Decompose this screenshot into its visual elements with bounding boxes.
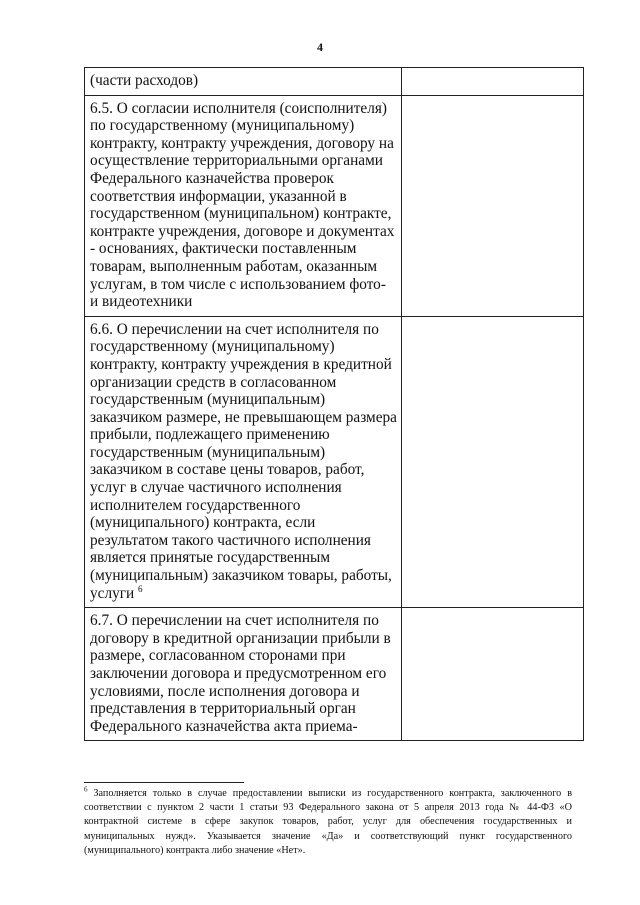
clause-line: по государственному (муниципальному) bbox=[90, 117, 355, 135]
clause-line-last bbox=[90, 585, 397, 603]
clause-line: 6.6. О перечислении на счет исполнителя по bbox=[90, 320, 379, 338]
footnote-divider bbox=[84, 782, 244, 783]
clause-line: 6.7. О перечислении на счет исполнителя по bbox=[90, 612, 379, 630]
clause-line: (части расходов) bbox=[90, 72, 199, 89]
clause-cell-expenses bbox=[85, 68, 402, 96]
clause-line: результатом такого частичного исполнения bbox=[90, 531, 371, 549]
clause-line: Федерального казначейства проверок bbox=[90, 169, 334, 187]
clause-line: государственным (муниципальным) bbox=[90, 391, 326, 409]
clause-line: государственным (муниципальным) bbox=[90, 443, 326, 461]
clause-cell-6-6 bbox=[85, 316, 402, 608]
clause-line: договору в кредитной организации прибыли в bbox=[90, 629, 391, 647]
clause-line: представления в территориальный орган bbox=[90, 700, 356, 718]
clause-line: заказчиком в составе цены товаров, работ, bbox=[90, 461, 365, 479]
footnote-mark: 6 bbox=[84, 785, 88, 794]
answer-cell[interactable] bbox=[402, 95, 584, 316]
table-row bbox=[85, 95, 584, 316]
clause-line: - основаниях, фактически поставленным bbox=[90, 240, 357, 258]
clause-line: прибыли, подлежащего применению bbox=[90, 426, 330, 444]
clause-line: государственном (муниципальном) контракте, bbox=[90, 205, 392, 223]
clause-line: заключении договора и предусмотренном его bbox=[90, 665, 387, 682]
footnote bbox=[84, 787, 572, 858]
footnote-text: Заполняется только в случае предоставлении выписки из государственного контракта, заключенного в соответствии с пунктом 2 части 1 статьи 93 Федерального закона от 5 апреля 2013 года № 44-ФЗ «О контрактной системе в сфере закупок товаров, работ, услуг для обеспечения государственных и муниципальных нужд». Указывается значение «Да» и соответствующий пункт государственного (муниципального) контракта либо значение «Нет». bbox=[84, 788, 573, 856]
clause-line: услуги bbox=[90, 584, 135, 602]
clause-line: размере, согласованном сторонами при bbox=[90, 647, 346, 665]
clause-line: соответствия информации, указанной в bbox=[90, 187, 347, 205]
footnote-reference[interactable]: 6 bbox=[138, 583, 143, 594]
clause-cell-6-5 bbox=[85, 95, 402, 316]
clause-line: услугам, в том числе с использованием фото- bbox=[90, 275, 386, 293]
clause-line: контракте учреждения, договоре и документах bbox=[90, 222, 395, 240]
clauses-table bbox=[84, 67, 584, 741]
clause-line: контракту, контракту учреждения, договору на bbox=[90, 134, 394, 152]
clause-line: условиями, после исполнения договора и bbox=[90, 682, 360, 700]
clause-line: является принятые государственным bbox=[90, 549, 330, 567]
answer-cell[interactable] bbox=[402, 68, 584, 96]
clause-line: товарам, выполненным работам, оказанным bbox=[90, 257, 378, 275]
table-row bbox=[85, 68, 584, 96]
clause-line: Федерального казначейства акта приема- bbox=[90, 717, 358, 735]
clause-line: осуществление территориальными органами bbox=[90, 152, 383, 170]
answer-cell[interactable] bbox=[402, 316, 584, 608]
page-number: 4 bbox=[317, 40, 323, 54]
clause-line: исполнителем государственного bbox=[90, 496, 301, 514]
clause-line: государственному (муниципальному) bbox=[90, 338, 335, 356]
table-row bbox=[85, 316, 584, 608]
clause-line: услуг в случае частичного исполнения bbox=[90, 479, 342, 497]
table-row bbox=[85, 608, 584, 741]
clause-cell-6-7 bbox=[85, 608, 402, 741]
clause-line: заказчиком размере, не превышающем размера bbox=[90, 408, 397, 426]
clause-line: и видеотехники bbox=[90, 293, 193, 311]
clause-line: организации средств в согласованном bbox=[90, 373, 337, 391]
clause-line: (муниципального) контракта, если bbox=[90, 514, 316, 532]
clause-line: 6.5. О согласии исполнителя (соисполнителя) bbox=[90, 99, 387, 117]
clause-line: (муниципальным) заказчиком товары, работы, bbox=[90, 567, 392, 585]
answer-cell[interactable] bbox=[402, 608, 584, 741]
clause-line: контракту, контракту учреждения в кредитной bbox=[90, 355, 392, 373]
